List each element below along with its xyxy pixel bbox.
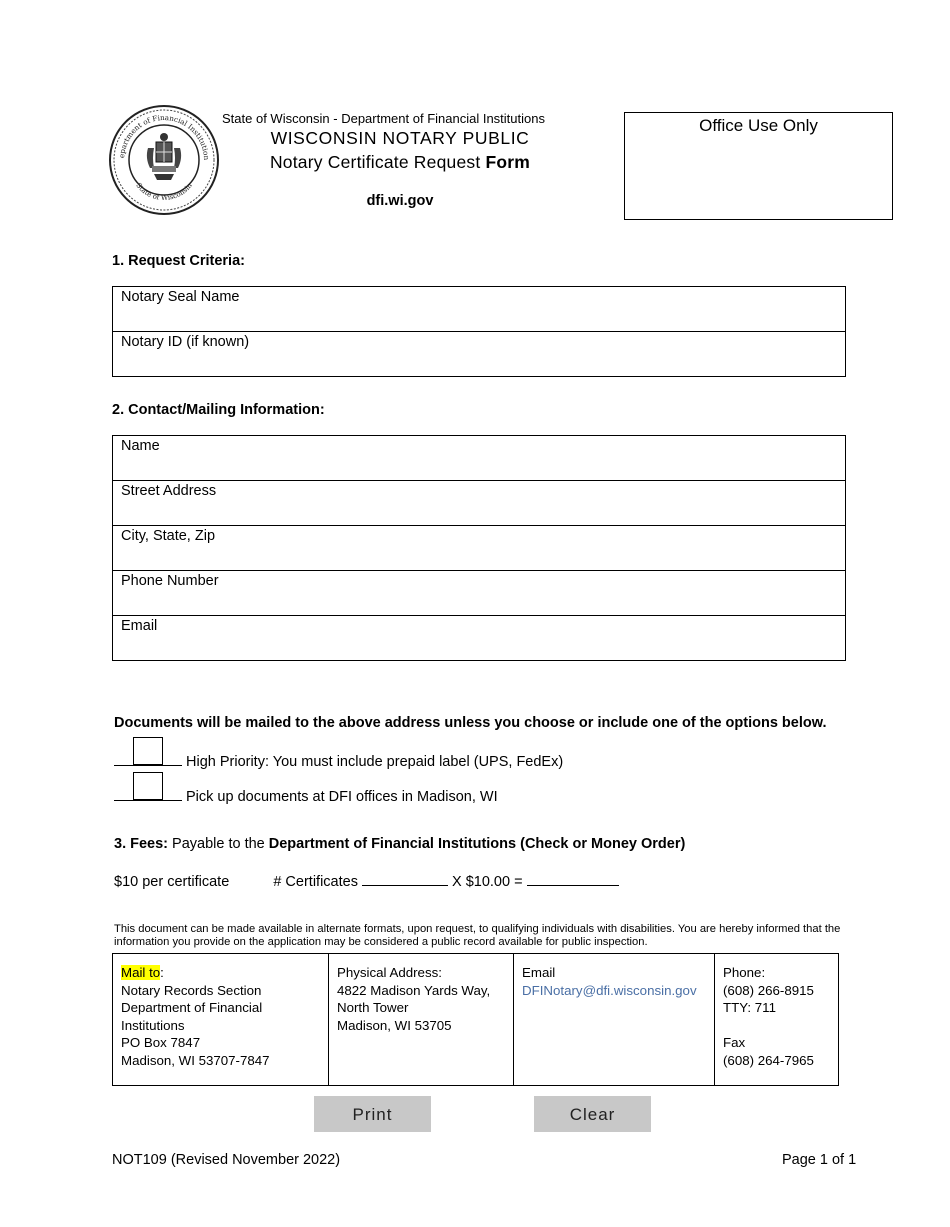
delivery-notice: Documents will be mailed to the above address unless you choose or include one of the options below. xyxy=(114,715,827,731)
print-button[interactable]: Print xyxy=(314,1096,431,1132)
option-pickup xyxy=(114,785,498,805)
mail-line: Notary Records Section xyxy=(121,982,262,998)
physical-line: 4822 Madison Yards Way, xyxy=(337,982,491,998)
tty-value: TTY: 711 xyxy=(723,1000,776,1015)
street-address-field[interactable]: Street Address xyxy=(113,481,846,526)
form-subtitle-bold: Form xyxy=(485,152,531,172)
fees-payable-text: Payable to the xyxy=(168,836,269,852)
form-title: WISCONSIN NOTARY PUBLIC xyxy=(270,128,530,148)
page-number: Page 1 of 1 xyxy=(782,1152,857,1168)
phone-number-field[interactable]: Phone Number xyxy=(113,571,846,616)
form-subtitle xyxy=(222,152,578,173)
physical-line: North Tower xyxy=(337,1000,409,1015)
name-field[interactable]: Name xyxy=(113,436,846,481)
fax-label: Fax xyxy=(723,1035,746,1050)
website-url: dfi.wi.gov xyxy=(366,193,434,209)
office-use-label: Office Use Only xyxy=(699,116,818,135)
phone-label: Phone: xyxy=(723,965,766,980)
high-priority-checkbox[interactable] xyxy=(133,737,163,765)
agency-name: State of Wisconsin - Department of Financial Institutions xyxy=(222,111,545,126)
mail-line: PO Box 7847 xyxy=(121,1035,201,1050)
mail-to-colon: : xyxy=(160,965,164,980)
contact-info-table xyxy=(112,435,846,661)
accessibility-disclaimer: This document can be made available in alternate formats, upon request, to qualifying individuals with disabilities. You are hereby informed that the information you provide on the application may be considered a public record available for public inspection. xyxy=(114,923,841,948)
notary-id-field[interactable]: Notary ID (if known) xyxy=(113,332,846,377)
physical-line: Madison, WI 53705 xyxy=(337,1017,452,1033)
mail-line: Madison, WI 53707-7847 xyxy=(121,1052,270,1068)
option-high-priority xyxy=(114,750,563,770)
state-seal xyxy=(108,104,220,216)
office-use-box xyxy=(624,112,893,220)
option-pickup-label: Pick up documents at DFI offices in Madison, WI xyxy=(186,789,498,805)
fax-value: (608) 264-7965 xyxy=(723,1052,814,1068)
contact-table xyxy=(112,953,839,1086)
section-request-criteria-title: 1. Request Criteria: xyxy=(112,253,245,269)
email-link[interactable]: DFINotary@dfi.wisconsin.gov xyxy=(522,982,697,998)
physical-address-label: Physical Address: xyxy=(337,965,442,980)
certificates-count-blank[interactable] xyxy=(362,871,448,886)
seal-bottom-text: State of Wisconsin xyxy=(134,181,194,203)
request-criteria-table xyxy=(112,286,846,377)
form-subtitle-text: Notary Certificate Request xyxy=(269,152,486,172)
seal-top-text: epartment of Financial Institution xyxy=(117,112,212,161)
email-field[interactable]: Email xyxy=(113,616,846,661)
physical-address-cell xyxy=(329,954,514,1086)
option-high-priority-label: High Priority: You must include prepaid label (UPS, FedEx) xyxy=(186,754,564,770)
email-cell xyxy=(514,954,715,1086)
phone-value: (608) 266-8915 xyxy=(723,982,814,998)
email-label: Email xyxy=(522,965,556,980)
fees-label: 3. Fees: xyxy=(114,836,168,852)
notary-seal-name-field[interactable]: Notary Seal Name xyxy=(113,287,846,332)
mail-to-cell xyxy=(113,954,329,1086)
form-id: NOT109 (Revised November 2022) xyxy=(112,1152,341,1168)
fees-line xyxy=(114,836,685,852)
pickup-checkbox[interactable] xyxy=(133,772,163,800)
fees-payee: Department of Financial Institutions (Check or Money Order) xyxy=(268,836,686,852)
fee-rate: $10 per certificate xyxy=(114,874,230,890)
mail-line: Department of Financial Institutions xyxy=(121,1000,263,1033)
fee-total-blank[interactable] xyxy=(527,871,619,886)
certificates-label: # Certificates xyxy=(273,874,358,890)
fee-calculation xyxy=(114,871,619,890)
phone-cell xyxy=(715,954,839,1086)
clear-button[interactable]: Clear xyxy=(534,1096,651,1132)
fee-multiplier: X $10.00 = xyxy=(452,874,523,890)
section-contact-title: 2. Contact/Mailing Information: xyxy=(112,402,325,418)
mail-to-label: Mail to xyxy=(121,965,161,980)
city-state-zip-field[interactable]: City, State, Zip xyxy=(113,526,846,571)
